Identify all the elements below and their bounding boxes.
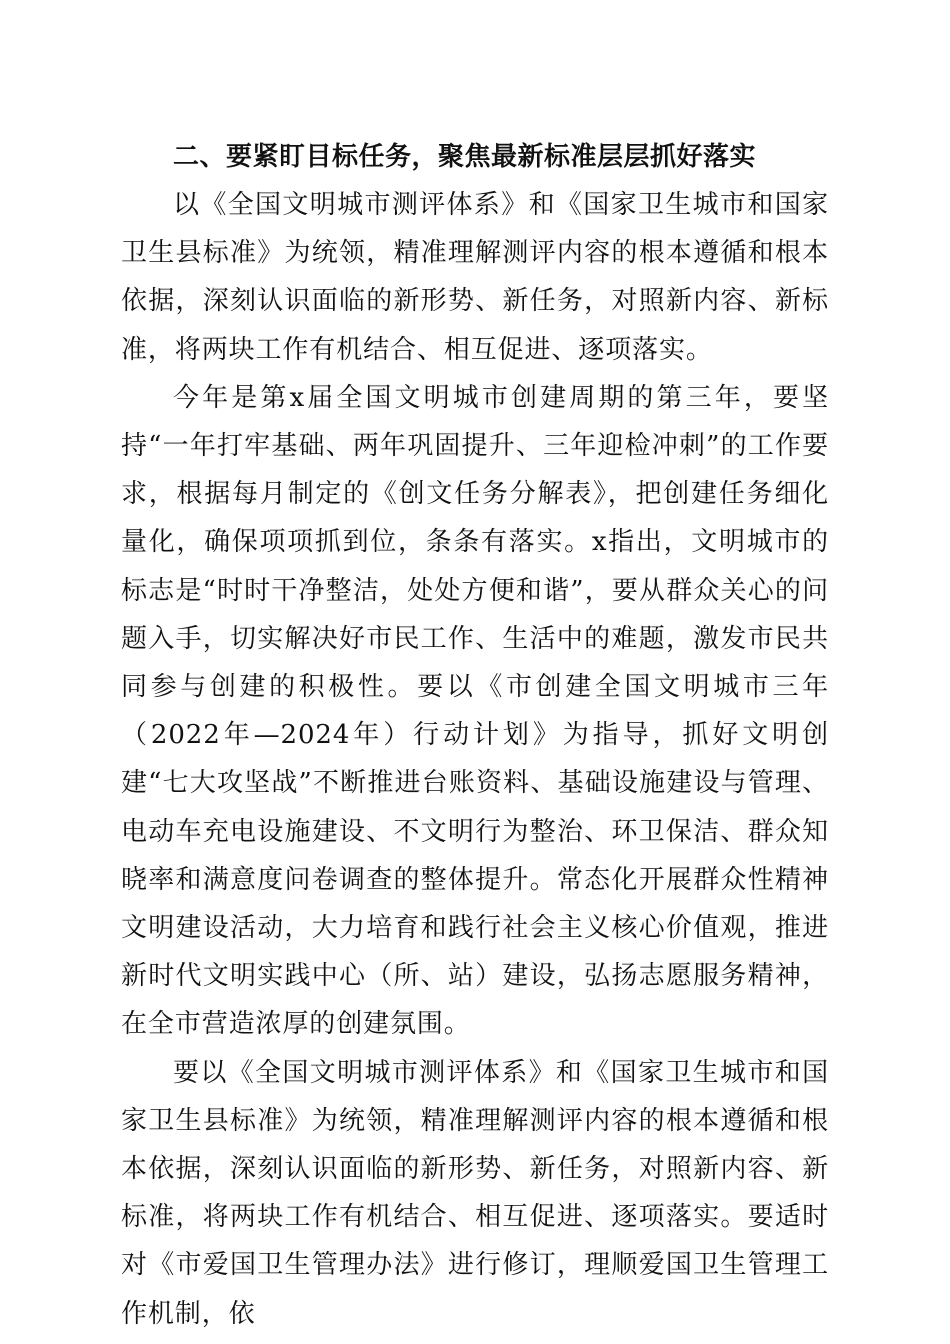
paragraph-1: 以《全国文明城市测评体系》和《国家卫生城市和国家卫生县标准》为统领，精准理解测评内容的根本遵循和根本依据，深刻认识面临的新形势、新任务，对照新内容、新标准，将两块工作有机结合、相互促进、逐项落实。 <box>121 190 829 365</box>
document-body <box>121 133 829 1338</box>
section-heading: 二、要紧盯目标任务，聚焦最新标准层层抓好落实 <box>173 142 757 172</box>
paragraph-2: 今年是第x届全国文明城市创建周期的第三年，要坚持“一年打牢基础、两年巩固提升、三年迎检冲刺”的工作要求，根据每月制定的《创文任务分解表》，把创建任务细化量化，确保项项抓到位，条条有落实。x指出，文明城市的标志是“时时干净整洁，处处方便和谐”，要从群众关心的问题入手，切实解决好市民工作、生活中的难题，激发市民共同参与创建的积极性。要以《市创建全国文明城市三年（2022年—2024年）行动计划》为指导，抓好文明创建“七大攻坚战”不断推进台账资料、基础设施建设与管理、电动车充电设施建设、不文明行为整治、环卫保洁、群众知晓率和满意度问卷调查的整体提升。常态化开展群众性精神文明建设活动，大力培育和践行社会主义核心价值观，推进新时代文明实践中心（所、站）建设，弘扬志愿服务精神，在全市营造浓厚的创建氛围。 <box>121 382 829 1040</box>
paragraph-3: 要以《全国文明城市测评体系》和《国家卫生城市和国家卫生县标准》为统领，精准理解测评内容的根本遵循和根本依据，深刻认识面临的新形势、新任务，对照新内容、新标准，将两块工作有机结合、相互促进、逐项落实。要适时对《市爱国卫生管理办法》进行修订，理顺爱国卫生管理工作机制，依 <box>121 1057 829 1329</box>
